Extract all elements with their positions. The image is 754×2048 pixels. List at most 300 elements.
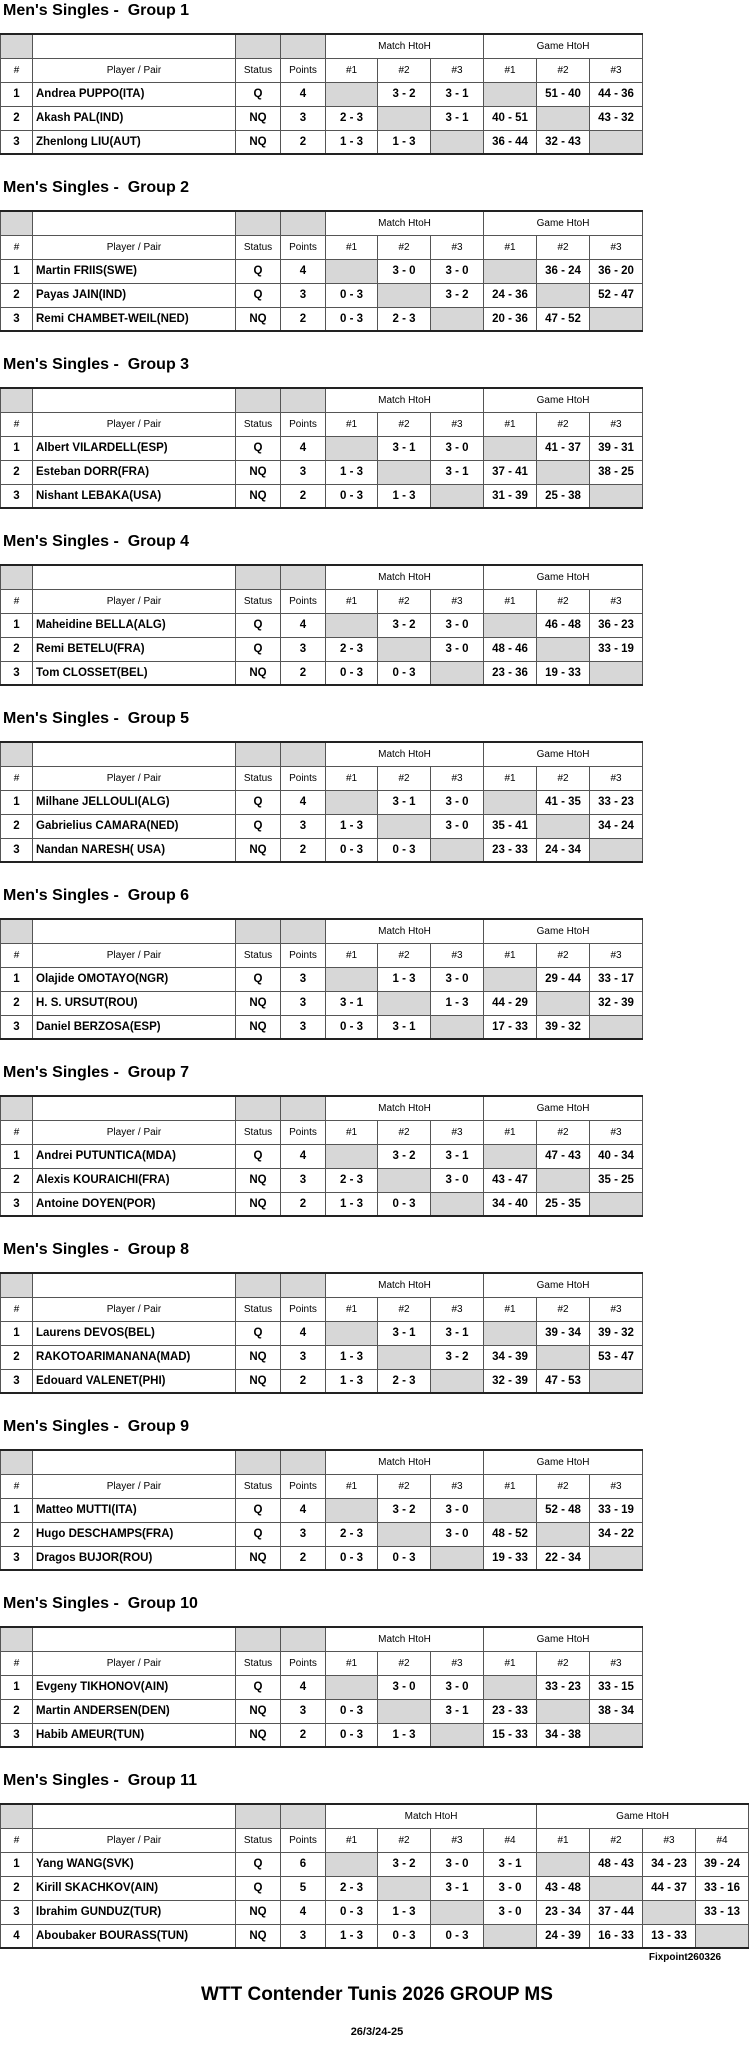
match-htoh-header: Match HtoH: [326, 1450, 484, 1474]
game-score-cell: 38 - 34: [590, 1699, 643, 1723]
player-column-header: Player / Pair: [33, 766, 236, 790]
match-score-cell: 3 - 0: [431, 613, 484, 637]
header-row-groups: [1, 1450, 643, 1474]
match-score-cell: 0 - 3: [326, 1546, 378, 1570]
self-match-cell: [378, 1345, 431, 1369]
table-row: [1, 460, 643, 484]
match-score-cell: 3 - 0: [431, 790, 484, 814]
header-spacer-cell: [281, 1450, 326, 1474]
game-score-cell: 19 - 33: [484, 1546, 537, 1570]
points-cell: 3: [281, 1168, 326, 1192]
match-score-cell: 1 - 3: [378, 967, 431, 991]
game-column-header: #2: [537, 943, 590, 967]
game-score-cell: 24 - 34: [537, 838, 590, 862]
points-cell: 4: [281, 613, 326, 637]
rank-cell: 3: [1, 1369, 33, 1393]
match-score-cell: 1 - 3: [431, 991, 484, 1015]
game-column-header: #1: [484, 58, 537, 82]
match-column-header: #1: [326, 1120, 378, 1144]
game-score-cell: 33 - 15: [590, 1675, 643, 1699]
points-cell: 2: [281, 661, 326, 685]
header-spacer-cell: [33, 1273, 236, 1297]
self-game-cell: [590, 661, 643, 685]
status-column-header: Status: [236, 1120, 281, 1144]
match-score-cell: 3 - 1: [378, 436, 431, 460]
game-score-cell: 43 - 47: [484, 1168, 537, 1192]
table-row: [1, 1546, 643, 1570]
points-column-header: Points: [281, 943, 326, 967]
match-score-cell: 0 - 3: [326, 1015, 378, 1039]
points-cell: 2: [281, 307, 326, 331]
rank-column-header: #: [1, 943, 33, 967]
match-column-header: #1: [326, 1651, 378, 1675]
rank-cell: 3: [1, 1900, 33, 1924]
header-spacer-cell: [281, 1804, 326, 1828]
self-game-cell: [537, 637, 590, 661]
match-score-cell: 0 - 3: [431, 1924, 484, 1948]
header-spacer-cell: [33, 919, 236, 943]
rank-cell: 2: [1, 991, 33, 1015]
header-row-columns: [1, 58, 643, 82]
game-column-header: #2: [537, 58, 590, 82]
match-score-cell: 0 - 3: [378, 1546, 431, 1570]
match-htoh-header: Match HtoH: [326, 1273, 484, 1297]
group-title: Men's Singles - Group 4: [3, 533, 190, 550]
match-score-cell: 3 - 2: [378, 1498, 431, 1522]
game-column-header: #1: [484, 1651, 537, 1675]
rank-column-header: #: [1, 1828, 33, 1852]
game-score-cell: 23 - 33: [484, 838, 537, 862]
standings-table: [0, 1272, 643, 1394]
standings-table: [0, 1626, 643, 1748]
match-score-cell: 0 - 3: [326, 307, 378, 331]
header-spacer-cell: [1, 1627, 33, 1651]
self-match-cell: [326, 82, 378, 106]
game-score-cell: 48 - 46: [484, 637, 537, 661]
points-column-header: Points: [281, 1297, 326, 1321]
player-name: Hugo DESCHAMPS(FRA): [33, 1522, 236, 1546]
match-column-header: #3: [431, 1828, 484, 1852]
points-column-header: Points: [281, 1474, 326, 1498]
self-game-cell: [537, 106, 590, 130]
self-game-cell: [590, 838, 643, 862]
self-match-cell: [431, 1546, 484, 1570]
table-row: [1, 1522, 643, 1546]
header-spacer-cell: [33, 742, 236, 766]
game-score-cell: 25 - 35: [537, 1192, 590, 1216]
game-htoh-header: Game HtoH: [484, 1450, 643, 1474]
header-spacer-cell: [33, 1096, 236, 1120]
table-row: [1, 106, 643, 130]
header-spacer-cell: [33, 34, 236, 58]
match-column-header: #2: [378, 58, 431, 82]
game-score-cell: 37 - 44: [590, 1900, 643, 1924]
match-score-cell: 3 - 1: [431, 460, 484, 484]
table-row: [1, 637, 643, 661]
status-badge: NQ: [236, 1546, 281, 1570]
match-score-cell: 1 - 3: [326, 130, 378, 154]
player-name: Kirill SKACHKOV(AIN): [33, 1876, 236, 1900]
match-score-cell: 0 - 3: [326, 1699, 378, 1723]
game-column-header: #3: [590, 1474, 643, 1498]
header-spacer-cell: [236, 565, 281, 589]
match-score-cell: 3 - 0: [431, 1522, 484, 1546]
match-score-cell: 1 - 3: [326, 814, 378, 838]
match-column-header: #1: [326, 235, 378, 259]
game-score-cell: 46 - 48: [537, 613, 590, 637]
rank-cell: 1: [1, 613, 33, 637]
match-score-cell: 3 - 1: [431, 1699, 484, 1723]
match-column-header: #1: [326, 1828, 378, 1852]
match-score-cell: 1 - 3: [326, 1345, 378, 1369]
match-score-cell: 3 - 2: [378, 1144, 431, 1168]
header-row-columns: [1, 589, 643, 613]
match-column-header: #2: [378, 589, 431, 613]
self-game-cell: [484, 613, 537, 637]
match-score-cell: 3 - 2: [378, 613, 431, 637]
header-row-groups: [1, 565, 643, 589]
rank-column-header: #: [1, 1651, 33, 1675]
header-spacer-cell: [236, 1804, 281, 1828]
header-spacer-cell: [33, 1804, 236, 1828]
status-badge: Q: [236, 967, 281, 991]
self-match-cell: [431, 1369, 484, 1393]
player-name: Martin FRIIS(SWE): [33, 259, 236, 283]
game-score-cell: 48 - 52: [484, 1522, 537, 1546]
player-name: Nishant LEBAKA(USA): [33, 484, 236, 508]
self-match-cell: [326, 1498, 378, 1522]
game-column-header: #1: [484, 1120, 537, 1144]
self-match-cell: [431, 1723, 484, 1747]
points-cell: 2: [281, 1369, 326, 1393]
game-score-cell: 40 - 51: [484, 106, 537, 130]
game-score-cell: 39 - 32: [590, 1321, 643, 1345]
header-spacer-cell: [33, 211, 236, 235]
self-game-cell: [484, 436, 537, 460]
game-score-cell: 39 - 24: [696, 1852, 749, 1876]
status-badge: Q: [236, 637, 281, 661]
match-score-cell: 1 - 3: [326, 460, 378, 484]
self-game-cell: [590, 1876, 643, 1900]
points-column-header: Points: [281, 766, 326, 790]
match-htoh-header: Match HtoH: [326, 34, 484, 58]
match-score-cell: 1 - 3: [378, 130, 431, 154]
status-badge: Q: [236, 1498, 281, 1522]
match-score-cell: 0 - 3: [326, 1900, 378, 1924]
standings-table: [0, 564, 643, 686]
self-game-cell: [484, 1144, 537, 1168]
player-name: Esteban DORR(FRA): [33, 460, 236, 484]
status-badge: NQ: [236, 1168, 281, 1192]
points-cell: 3: [281, 1522, 326, 1546]
self-match-cell: [431, 1192, 484, 1216]
status-badge: NQ: [236, 1015, 281, 1039]
header-spacer-cell: [281, 919, 326, 943]
self-match-cell: [326, 790, 378, 814]
table-row: [1, 130, 643, 154]
rank-cell: 2: [1, 1522, 33, 1546]
player-name: RAKOTOARIMANANA(MAD): [33, 1345, 236, 1369]
game-column-header: #2: [537, 766, 590, 790]
rank-cell: 2: [1, 283, 33, 307]
rank-cell: 3: [1, 1015, 33, 1039]
player-name: Alexis KOURAICHI(FRA): [33, 1168, 236, 1192]
game-score-cell: 16 - 33: [590, 1924, 643, 1948]
game-score-cell: 19 - 33: [537, 661, 590, 685]
game-column-header: #2: [537, 412, 590, 436]
status-badge: NQ: [236, 1369, 281, 1393]
rank-cell: 2: [1, 106, 33, 130]
player-name: Milhane JELLOULI(ALG): [33, 790, 236, 814]
match-column-header: #3: [431, 766, 484, 790]
rank-cell: 3: [1, 130, 33, 154]
match-score-cell: 0 - 3: [326, 283, 378, 307]
status-badge: Q: [236, 1144, 281, 1168]
rank-cell: 1: [1, 1852, 33, 1876]
self-match-cell: [326, 259, 378, 283]
game-column-header: #3: [590, 589, 643, 613]
game-score-cell: 51 - 40: [537, 82, 590, 106]
header-spacer-cell: [1, 919, 33, 943]
game-score-cell: 20 - 36: [484, 307, 537, 331]
player-name: Remi BETELU(FRA): [33, 637, 236, 661]
game-score-cell: 36 - 44: [484, 130, 537, 154]
game-score-cell: 34 - 22: [590, 1522, 643, 1546]
game-column-header: #4: [696, 1828, 749, 1852]
points-cell: 4: [281, 1144, 326, 1168]
player-name: Evgeny TIKHONOV(AIN): [33, 1675, 236, 1699]
status-badge: NQ: [236, 130, 281, 154]
player-column-header: Player / Pair: [33, 1828, 236, 1852]
player-column-header: Player / Pair: [33, 58, 236, 82]
standings-table: [0, 1095, 643, 1217]
header-row-columns: [1, 943, 643, 967]
rank-cell: 3: [1, 838, 33, 862]
match-score-cell: 3 - 0: [431, 1498, 484, 1522]
header-row-columns: [1, 412, 643, 436]
match-score-cell: 0 - 3: [378, 661, 431, 685]
table-row: [1, 1924, 754, 1948]
status-badge: Q: [236, 613, 281, 637]
standings-table: [0, 741, 643, 863]
game-score-cell: 33 - 23: [537, 1675, 590, 1699]
player-name: Olajide OMOTAYO(NGR): [33, 967, 236, 991]
self-match-cell: [431, 130, 484, 154]
player-column-header: Player / Pair: [33, 589, 236, 613]
match-score-cell: 3 - 2: [431, 1345, 484, 1369]
match-column-header: #3: [431, 235, 484, 259]
table-row: [1, 1723, 643, 1747]
header-row-columns: [1, 1120, 643, 1144]
game-score-cell: 39 - 32: [537, 1015, 590, 1039]
table-row: [1, 1345, 643, 1369]
game-score-cell: 47 - 53: [537, 1369, 590, 1393]
rank-cell: 1: [1, 967, 33, 991]
rank-column-header: #: [1, 766, 33, 790]
match-score-cell: 3 - 1: [378, 790, 431, 814]
match-score-cell: 1 - 3: [326, 1192, 378, 1216]
header-spacer-cell: [1, 34, 33, 58]
player-column-header: Player / Pair: [33, 1297, 236, 1321]
player-name: Payas JAIN(IND): [33, 283, 236, 307]
header-spacer-cell: [1, 1804, 33, 1828]
self-game-cell: [590, 1015, 643, 1039]
match-score-cell: 1 - 3: [378, 1900, 431, 1924]
header-row-groups: [1, 1627, 643, 1651]
points-cell: 4: [281, 1900, 326, 1924]
match-score-cell: 2 - 3: [326, 1876, 378, 1900]
fixpoint-label: Fixpoint260326: [648, 1952, 722, 1963]
match-score-cell: 3 - 1: [431, 82, 484, 106]
rank-cell: 1: [1, 790, 33, 814]
table-row: [1, 991, 643, 1015]
header-spacer-cell: [1, 1273, 33, 1297]
group-title: Men's Singles - Group 9: [3, 1418, 190, 1435]
game-score-cell: 23 - 36: [484, 661, 537, 685]
header-spacer-cell: [1, 388, 33, 412]
table-row: [1, 1369, 643, 1393]
game-score-cell: 43 - 48: [537, 1876, 590, 1900]
header-row-columns: [1, 235, 643, 259]
document-title: WTT Contender Tunis 2026 GROUP MS: [201, 1984, 553, 2005]
self-match-cell: [378, 991, 431, 1015]
self-match-cell: [326, 613, 378, 637]
game-column-header: #1: [484, 235, 537, 259]
game-score-cell: 32 - 39: [590, 991, 643, 1015]
game-score-cell: 47 - 43: [537, 1144, 590, 1168]
group-title: Men's Singles - Group 1: [3, 2, 190, 19]
table-row: [1, 484, 643, 508]
game-score-cell: 48 - 43: [590, 1852, 643, 1876]
game-score-cell: 41 - 37: [537, 436, 590, 460]
rank-cell: 3: [1, 307, 33, 331]
self-game-cell: [590, 484, 643, 508]
game-score-cell: 23 - 34: [537, 1900, 590, 1924]
status-badge: Q: [236, 814, 281, 838]
status-badge: NQ: [236, 1723, 281, 1747]
self-game-cell: [537, 814, 590, 838]
group-title: Men's Singles - Group 11: [3, 1772, 198, 1789]
header-row-columns: [1, 1297, 643, 1321]
self-game-cell: [643, 1900, 696, 1924]
header-spacer-cell: [33, 565, 236, 589]
points-cell: 6: [281, 1852, 326, 1876]
match-score-cell: 0 - 3: [326, 484, 378, 508]
game-column-header: #3: [590, 58, 643, 82]
game-htoh-header: Game HtoH: [484, 742, 643, 766]
game-column-header: #1: [484, 412, 537, 436]
rank-cell: 3: [1, 1546, 33, 1570]
game-column-header: #1: [484, 943, 537, 967]
self-game-cell: [537, 283, 590, 307]
game-htoh-header: Game HtoH: [484, 34, 643, 58]
match-score-cell: 3 - 0: [431, 967, 484, 991]
match-column-header: #2: [378, 766, 431, 790]
header-spacer-cell: [33, 388, 236, 412]
match-score-cell: 3 - 1: [378, 1321, 431, 1345]
match-column-header: #2: [378, 1828, 431, 1852]
points-column-header: Points: [281, 1651, 326, 1675]
match-score-cell: 1 - 3: [378, 1723, 431, 1747]
match-column-header: #1: [326, 412, 378, 436]
points-cell: 2: [281, 1192, 326, 1216]
self-game-cell: [537, 1852, 590, 1876]
table-row: [1, 1015, 643, 1039]
rank-cell: 2: [1, 1345, 33, 1369]
game-column-header: #1: [537, 1828, 590, 1852]
self-match-cell: [326, 967, 378, 991]
match-score-cell: 3 - 2: [431, 283, 484, 307]
game-score-cell: 39 - 31: [590, 436, 643, 460]
player-name: Zhenlong LIU(AUT): [33, 130, 236, 154]
points-column-header: Points: [281, 412, 326, 436]
player-name: Habib AMEUR(TUN): [33, 1723, 236, 1747]
match-column-header: #3: [431, 1297, 484, 1321]
game-htoh-header: Game HtoH: [484, 388, 643, 412]
self-match-cell: [378, 1168, 431, 1192]
header-spacer-cell: [281, 388, 326, 412]
table-row: [1, 1168, 643, 1192]
match-column-header: #1: [326, 58, 378, 82]
header-row-groups: [1, 211, 643, 235]
points-cell: 2: [281, 838, 326, 862]
game-score-cell: 52 - 47: [590, 283, 643, 307]
game-column-header: #3: [590, 766, 643, 790]
game-score-cell: 41 - 35: [537, 790, 590, 814]
match-score-cell: 2 - 3: [326, 106, 378, 130]
rank-cell: 2: [1, 460, 33, 484]
points-cell: 2: [281, 1723, 326, 1747]
status-column-header: Status: [236, 943, 281, 967]
self-game-cell: [696, 1924, 749, 1948]
match-score-cell: 3 - 0: [378, 1675, 431, 1699]
standings-table: [0, 33, 643, 155]
rank-column-header: #: [1, 1474, 33, 1498]
status-badge: Q: [236, 82, 281, 106]
game-column-header: #3: [590, 1120, 643, 1144]
header-spacer-cell: [1, 742, 33, 766]
points-cell: 3: [281, 967, 326, 991]
rank-cell: 2: [1, 1168, 33, 1192]
table-row: [1, 613, 643, 637]
header-spacer-cell: [33, 1450, 236, 1474]
match-column-header: #3: [431, 1651, 484, 1675]
game-column-header: #3: [643, 1828, 696, 1852]
header-spacer-cell: [1, 211, 33, 235]
self-game-cell: [590, 307, 643, 331]
header-spacer-cell: [236, 742, 281, 766]
match-score-cell: 3 - 0: [378, 259, 431, 283]
header-spacer-cell: [281, 565, 326, 589]
standings-table: [0, 918, 643, 1040]
match-column-header: #2: [378, 1651, 431, 1675]
game-score-cell: 35 - 41: [484, 814, 537, 838]
status-badge: Q: [236, 1876, 281, 1900]
match-column-header: #3: [431, 589, 484, 613]
player-name: Akash PAL(IND): [33, 106, 236, 130]
table-row: [1, 1852, 754, 1876]
points-column-header: Points: [281, 1120, 326, 1144]
self-match-cell: [326, 1675, 378, 1699]
table-row: [1, 1144, 643, 1168]
match-score-cell: 3 - 1: [484, 1852, 537, 1876]
header-row-groups: [1, 34, 643, 58]
player-name: Albert VILARDELL(ESP): [33, 436, 236, 460]
points-cell: 3: [281, 1015, 326, 1039]
match-column-header: #3: [431, 1120, 484, 1144]
status-badge: Q: [236, 1522, 281, 1546]
player-column-header: Player / Pair: [33, 1120, 236, 1144]
